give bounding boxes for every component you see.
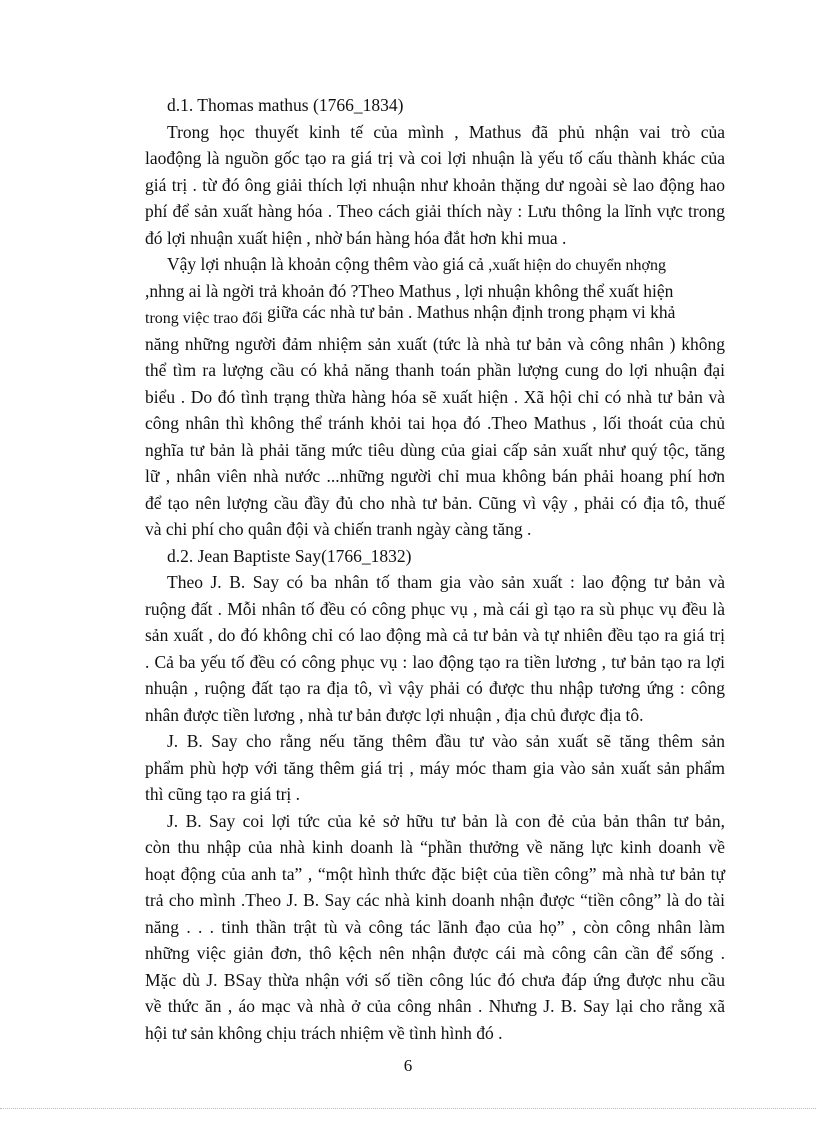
page-number: 6 bbox=[403, 1056, 413, 1075]
paragraph-line: những việc giản đơn, thô kệch nên nhận được cái mà công cân cần để sống . bbox=[145, 943, 725, 963]
section-heading-thomas-mathus: d.1. Thomas mathus (1766_1834) bbox=[167, 95, 404, 115]
paragraph-line: nhân được tiền lương , nhà tư bản được lợi nhuận , địa chủ được địa tô. bbox=[145, 704, 644, 725]
paragraph-line: còn thu nhập của nhà kinh doanh là “phần thưởng về năng lực kinh doanh về bbox=[145, 837, 725, 857]
paragraph-line: laođộng là nguồn gốc tạo ra giá trị và coi lợi nhuận là yếu tố cấu thành khác của bbox=[145, 148, 725, 168]
paragraph-line: ,nhng ai là ngời trả khoản đó ?Theo Mathus , lợi nhuận không thể xuất hiện bbox=[145, 280, 674, 301]
paragraph-line: J. B. Say cho rằng nếu tăng thêm đầu tư vào sản xuất sẽ tăng thêm sản bbox=[167, 731, 725, 751]
paragraph-line: phẩm phù hợp với tăng thêm giá trị , máy móc tham gia vào sản xuất sản phẩm bbox=[145, 757, 725, 778]
paragraph-line: để tạo nên lượng cầu đầy đủ cho nhà tư bản. Cũng vì vậy , phải có địa tô, thuế bbox=[145, 492, 725, 513]
paragraph-line: đó lợi nhuận xuất hiện , nhờ bán hàng hóa đắt hơn khi mua . bbox=[145, 227, 567, 248]
paragraph-fragment: trong việc trao đổi bbox=[145, 310, 263, 327]
paragraph-line: năng . . . tinh thần trật tù và công tác lãnh đạo của họ” , còn công nhân làm bbox=[145, 916, 725, 937]
paragraph-line: Trong học thuyết kinh tế của mình , Mathus đã phủ nhận vai trò của bbox=[167, 121, 725, 142]
paragraph-line: và chi phí cho quân đội và chiến tranh ngày càng tăng . bbox=[145, 519, 532, 539]
paragraph-line: thì cũng tạo ra giá trị . bbox=[145, 784, 301, 804]
paragraph-line: sản xuất , do đó không chỉ có lao động mà cả tư bản và tự nhiên đều tạo ra giá trị bbox=[145, 625, 725, 645]
section-heading-jean-baptiste-say: d.2. Jean Baptiste Say(1766_1832) bbox=[167, 545, 412, 566]
paragraph-line: năng những người đảm nhiệm sản xuất (tức là nhà tư bản và công nhân ) không bbox=[145, 333, 725, 354]
paragraph-fragment: ,xuất hiện do chuyển nhợng bbox=[488, 257, 667, 274]
paragraph-line: ruộng đất . Mỗi nhân tố đều có công phục vụ , mà cái gì tạo ra sù phục vụ đều là bbox=[145, 598, 725, 619]
document-body bbox=[145, 92, 725, 1046]
paragraph-line: lữ , nhân viên nhà nước ...những người chỉ mua không bán phải hoang phí hơn bbox=[145, 466, 725, 486]
paragraph-line: biểu . Do đó tình trạng thừa hàng hóa sẽ xuất hiện . Xã hội chỉ có nhà tư bản và bbox=[145, 386, 725, 407]
paragraph-line: hội tư sản không chịu trách nhiệm về tình hình đó . bbox=[145, 1022, 503, 1043]
paragraph-line: trả cho mình .Theo J. B. Say các nhà kinh doanh nhận được “tiền công” là do tài bbox=[145, 890, 725, 910]
paragraph-line: . Cả ba yếu tố đều có công phục vụ : lao động tạo ra tiền lương , tư bản tạo ra lợi bbox=[145, 651, 725, 672]
paragraph-line: thể tìm ra lượng cầu có khả năng thanh toán phần lượng cung do lợi nhuận đại bbox=[145, 360, 725, 380]
page-bottom-divider bbox=[0, 1108, 816, 1109]
paragraph-line: Theo J. B. Say có ba nhân tố tham gia vào sản xuất : lao động tư bản và bbox=[167, 572, 725, 592]
paragraph-line: nghĩa tư bản là phải tăng mức tiêu dùng của giai cấp sản xuất như quý tộc, tăng bbox=[145, 439, 725, 460]
paragraph-line: về thức ăn , áo mạc và nhà ở của công nhân . Nhưng J. B. Say lại cho rằng xã bbox=[145, 996, 725, 1016]
paragraph-line: nhuận , ruộng đất tạo ra địa tô, vì vậy phải có được thu nhập tương ứng : công bbox=[145, 678, 725, 698]
paragraph-fragment: giữa các nhà tư bản . Mathus nhận định trong phạm vi khả bbox=[267, 302, 676, 322]
paragraph-line: Mặc dù J. BSay thừa nhận với số tiền công lúc đó chưa đáp ứng được nhu cầu bbox=[145, 969, 725, 990]
paragraph-line: J. B. Say coi lợi tức của kẻ sở hữu tư bản là con đẻ của bản thân tư bản, bbox=[167, 810, 725, 831]
paragraph-line: hoạt động của anh ta” , “một hình thức đặc biệt của tiền công” mà nhà tư bản tự bbox=[145, 863, 725, 884]
paragraph-line: giá trị . từ đó ông giải thích lợi nhuận như khoản thặng dư ngoài sè lao động hao bbox=[145, 174, 725, 195]
paragraph-line: phí để sản xuất hàng hóa . Theo cách giải thích này : Lưu thông la lĩnh vực trong bbox=[145, 201, 725, 221]
paragraph-line bbox=[145, 251, 725, 278]
paragraph-line: công nhân thì không thể tránh khỏi tai họa đó .Theo Mathus , lối thoát của chủ bbox=[145, 413, 725, 433]
paragraph-fragment: Vậy lợi nhuận là khoản cộng thêm vào giá cả bbox=[167, 254, 484, 274]
paragraph-line bbox=[145, 304, 725, 331]
